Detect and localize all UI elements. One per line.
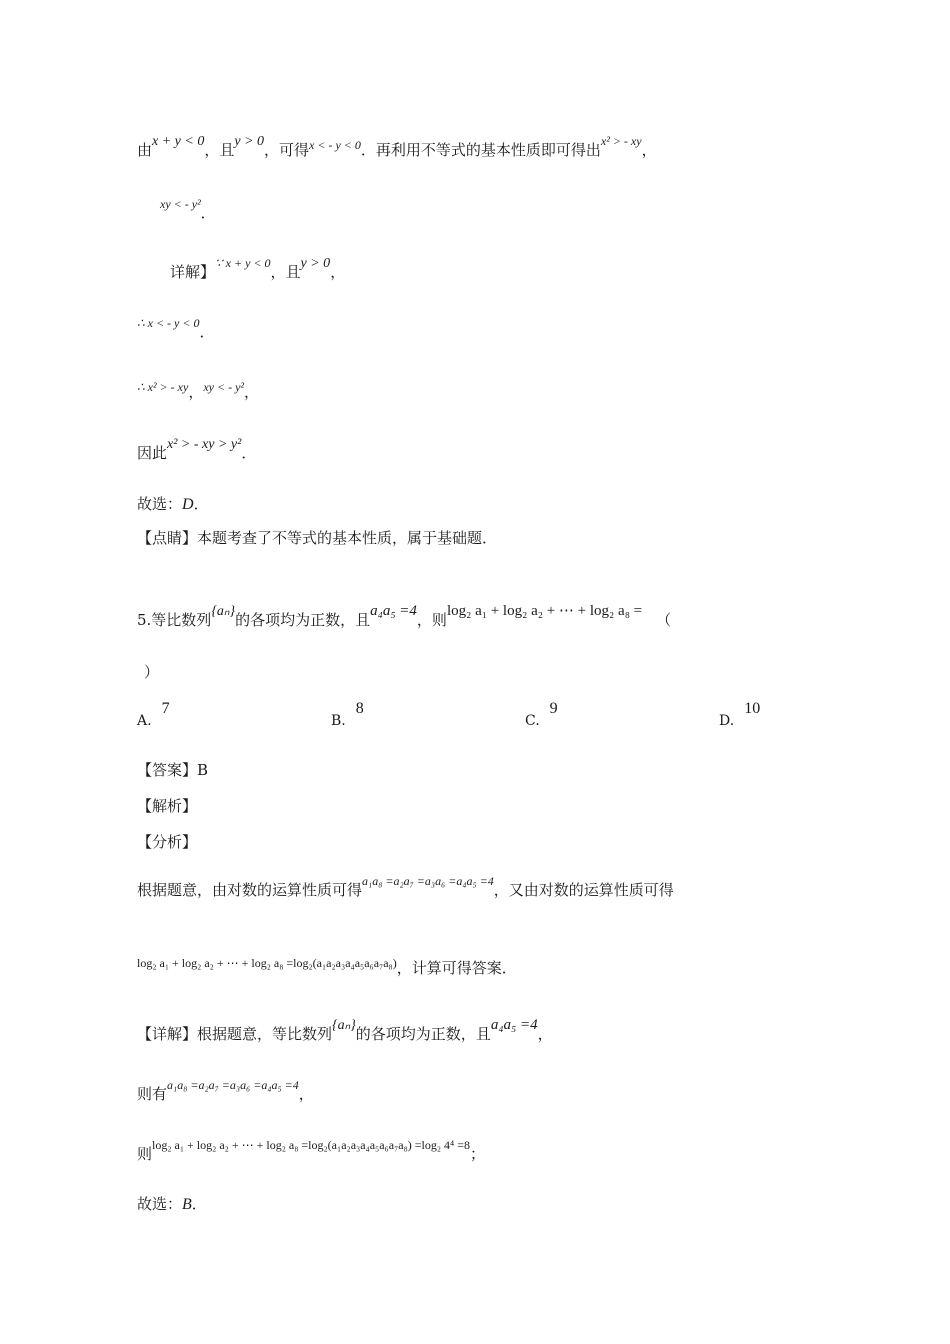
math-expression: B (182, 1196, 192, 1213)
option-d (719, 700, 761, 730)
text: 【详解】根据题意，等比数列 (137, 1025, 333, 1043)
math-expression: x² > - xy > y² (167, 437, 242, 452)
text: ，又由对数的运算性质可得 (493, 881, 674, 899)
text-line (137, 1138, 486, 1165)
text-line (160, 197, 216, 224)
option-label: D. (719, 713, 735, 729)
text: ， (537, 1025, 553, 1043)
heading-text: 【解析】 (137, 797, 198, 815)
math-expression: xy < - y² (203, 380, 244, 394)
math-expression: ∴ x² > - xy (137, 380, 189, 394)
text: ） (144, 663, 160, 681)
math-expression: {aₙ} (211, 604, 236, 619)
text: 5.等比数列 (137, 611, 212, 629)
text: （ (656, 611, 672, 629)
math-expression: log₂ a₁ + log₂ a₂ + ⋯ + log₂ a₈ =log₂(a₁a₂a₃a₄a₅a₆a₇a₈) (137, 956, 397, 970)
math-expression: y > 0 (300, 256, 331, 271)
answer-text: 【答案】B (137, 761, 209, 779)
question-5 (137, 603, 672, 632)
text: 由 (137, 141, 153, 159)
text: 根据题意，由对数的运算性质可得 (137, 881, 363, 899)
math-expression: log₂ a₁ + log₂ a₂ + ⋯ + log₂ a₈ =log₂(a₁a₂a₃a₄a₅a₆a₇a₈) =log₂ 4⁴ =8 (152, 1138, 470, 1152)
option-a (137, 700, 170, 730)
text: ， (641, 141, 657, 159)
option-label: A. (137, 713, 152, 729)
analysis-heading (137, 796, 197, 816)
heading-text: 【分析】 (137, 833, 198, 851)
text: ； (470, 1145, 486, 1163)
text-line (137, 437, 257, 465)
text: 详解】 (170, 263, 216, 281)
option-value: 7 (161, 700, 170, 717)
text: ． (199, 323, 215, 341)
math-expression: D (182, 496, 194, 513)
text-line (137, 494, 209, 515)
text: ． (241, 444, 257, 462)
text: 则 (137, 1145, 153, 1163)
text: 故选： (137, 495, 183, 513)
text-line (137, 1194, 207, 1215)
text: ． (193, 495, 209, 513)
text-line (137, 874, 674, 901)
math-expression: ∴ x < - y < 0 (137, 316, 200, 330)
answer-line (137, 760, 208, 780)
math-expression: xy < - y² (160, 197, 201, 211)
math-expression: {aₙ} (332, 1018, 356, 1033)
math-expression: x + y < 0 (152, 134, 205, 149)
math-expression: x² > - xy (600, 134, 642, 148)
option-label: B. (331, 713, 346, 729)
text: ， (298, 1085, 314, 1103)
text-line (170, 256, 346, 284)
math-expression: log₂ a₁ + log₂ a₂ + ⋯ + log₂ a₈ = (446, 603, 643, 619)
option-c (525, 700, 558, 730)
text: ． (191, 1195, 207, 1213)
text: ， (330, 263, 346, 281)
option-value: 9 (549, 700, 558, 717)
option-value: 8 (355, 700, 364, 717)
math-expression: a₄a₅ =4 (370, 603, 417, 619)
text: ．再利用不等式的基本性质即可得出 (360, 141, 601, 159)
text-line (144, 662, 159, 682)
text: ，可得 (264, 141, 310, 159)
text-line (137, 528, 497, 548)
text-line (137, 382, 259, 403)
text: 则有 (137, 1085, 168, 1103)
math-expression: a₁a₈ =a₂a₇ =a₃a₆ =a₄a₅ =4 (362, 874, 494, 888)
text: ，且 (270, 263, 301, 281)
option-b (331, 700, 364, 730)
math-expression: y > 0 (234, 134, 265, 149)
text: ，则 (416, 611, 447, 629)
text: ． (200, 204, 216, 222)
text: ， (244, 383, 260, 401)
analysis-heading (137, 832, 197, 852)
text-line (137, 1078, 314, 1105)
text-line (137, 958, 517, 979)
text: 的各项均为正数，且 (355, 1025, 491, 1043)
text: 的各项均为正数，且 (235, 611, 371, 629)
text: ， (188, 383, 204, 401)
math-expression: a₁a₈ =a₂a₇ =a₃a₆ =a₄a₅ =4 (167, 1078, 299, 1092)
text: 因此 (137, 444, 168, 462)
text: 故选： (137, 1195, 183, 1213)
option-label: C. (525, 713, 540, 729)
comment-text: 【点睛】本题考查了不等式的基本性质，属于基础题． (137, 529, 498, 547)
text-line (137, 1017, 553, 1046)
option-value: 10 (744, 700, 761, 717)
text-line (137, 316, 215, 343)
text: ，且 (204, 141, 235, 159)
text: ，计算可得答案． (396, 959, 517, 977)
math-expression: x < - y < 0 (309, 138, 361, 152)
math-expression: ∵ x + y < 0 (215, 256, 271, 270)
text-line (137, 134, 657, 162)
math-expression: a₄a₅ =4 (490, 1017, 538, 1033)
